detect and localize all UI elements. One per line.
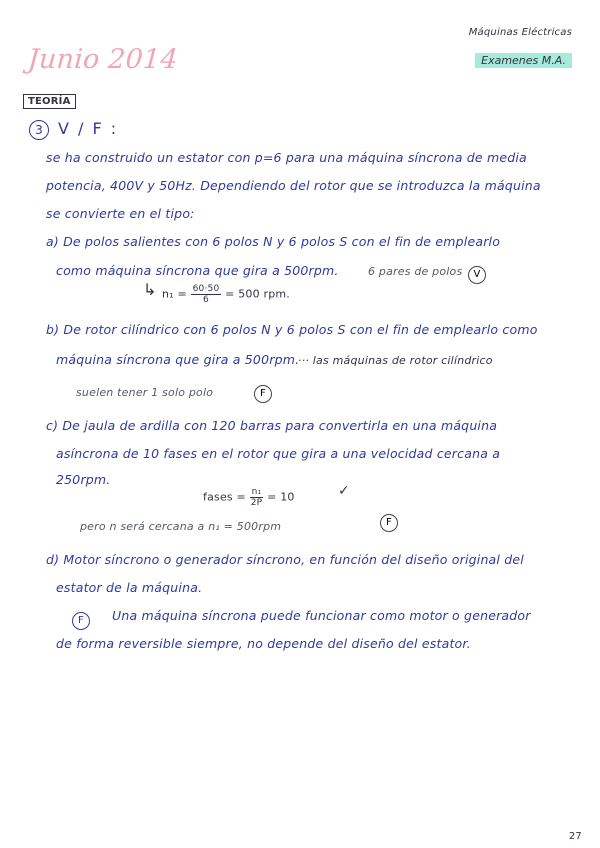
item-b-note: suelen tener 1 solo polo bbox=[76, 386, 214, 399]
item-a-calc-den: 6 bbox=[203, 295, 209, 305]
item-a-arrow-icon: ↳ bbox=[143, 280, 157, 299]
section-label: TEORÍA bbox=[23, 94, 76, 109]
item-c-line-3: 250rpm. bbox=[56, 472, 111, 487]
item-d-mark bbox=[72, 608, 90, 630]
item-c-mark-circle: F bbox=[380, 514, 398, 532]
item-c-line-1 bbox=[46, 418, 497, 433]
checkmark-icon: ✓ bbox=[338, 483, 350, 499]
subject-label: Máquinas Eléctricas bbox=[468, 27, 572, 38]
item-d-line-1: d) Motor síncrono o generador síncrono, en función del diseño original del bbox=[46, 552, 524, 567]
item-c-line-2: asíncrona de 10 fases en el rotor que gira a una velocidad cercana a bbox=[56, 446, 501, 461]
item-a-mark bbox=[468, 262, 486, 284]
question-number: 3 bbox=[29, 120, 49, 140]
item-a-line-2: como máquina síncrona que gira a 500rpm. bbox=[56, 263, 339, 278]
item-d-mark-circle: F bbox=[72, 612, 90, 630]
item-d-line-2: estator de la máquina. bbox=[56, 580, 203, 595]
intro-line-3: se convierte en el tipo: bbox=[46, 206, 195, 221]
page-title: Junio 2014 bbox=[26, 44, 179, 75]
item-c-calc-rhs: = 10 bbox=[267, 490, 295, 504]
exam-label: Examenes M.A. bbox=[475, 53, 572, 68]
item-a-mark-circle: V bbox=[468, 266, 486, 284]
item-b-mark bbox=[254, 381, 272, 403]
item-c-calc-fraction bbox=[250, 487, 264, 508]
item-b-mark-circle: F bbox=[254, 385, 272, 403]
item-a-calc-rhs: = 500 rpm. bbox=[225, 287, 291, 301]
question-type: V / F : bbox=[58, 119, 119, 138]
page-number: 27 bbox=[568, 831, 582, 842]
item-c-calc-den: 2P bbox=[250, 498, 263, 508]
item-b-line-1: b) De rotor cilíndrico con 6 polos N y 6 polos S con el fin de emplearlo como bbox=[46, 322, 538, 337]
intro-line-1: se ha construido un estator con p=6 para una máquina síncrona de media bbox=[46, 150, 527, 165]
item-b-line-2: máquina síncrona que gira a 500rpm. bbox=[56, 352, 300, 367]
item-c-line-1-text: c) De jaula de ardilla con 120 barras para convertirla en una máquina bbox=[46, 418, 498, 433]
item-c-mark bbox=[380, 510, 398, 532]
item-a-calculation bbox=[162, 284, 290, 305]
item-c-calc-num: n₁ bbox=[251, 487, 262, 497]
item-a-calc-num: 60·50 bbox=[192, 284, 220, 294]
item-d-answer-line-2: de forma reversible siempre, no depende del diseño del estator. bbox=[56, 636, 471, 651]
item-d-answer-line-1: Una máquina síncrona puede funcionar como motor o generador bbox=[112, 608, 531, 623]
item-a-line-1: a) De polos salientes con 6 polos N y 6 polos S con el fin de emplearlo bbox=[46, 234, 501, 249]
intro-line-2: potencia, 400V y 50Hz. Dependiendo del rotor que se introduzca la máquina bbox=[46, 178, 541, 193]
item-a-calc-lhs: n₁ = bbox=[162, 287, 187, 301]
item-c-note: pero n será cercana a n₁ = 500rpm bbox=[80, 520, 282, 533]
item-a-calc-fraction bbox=[191, 284, 222, 305]
item-b-note-inline: ··· las máquinas de rotor cilíndrico bbox=[298, 354, 493, 367]
item-c-calculation bbox=[203, 487, 295, 508]
exam-label-wrap bbox=[475, 49, 572, 68]
item-c-calc-lhs: fases = bbox=[203, 490, 246, 504]
item-a-note: 6 pares de polos bbox=[368, 265, 463, 278]
